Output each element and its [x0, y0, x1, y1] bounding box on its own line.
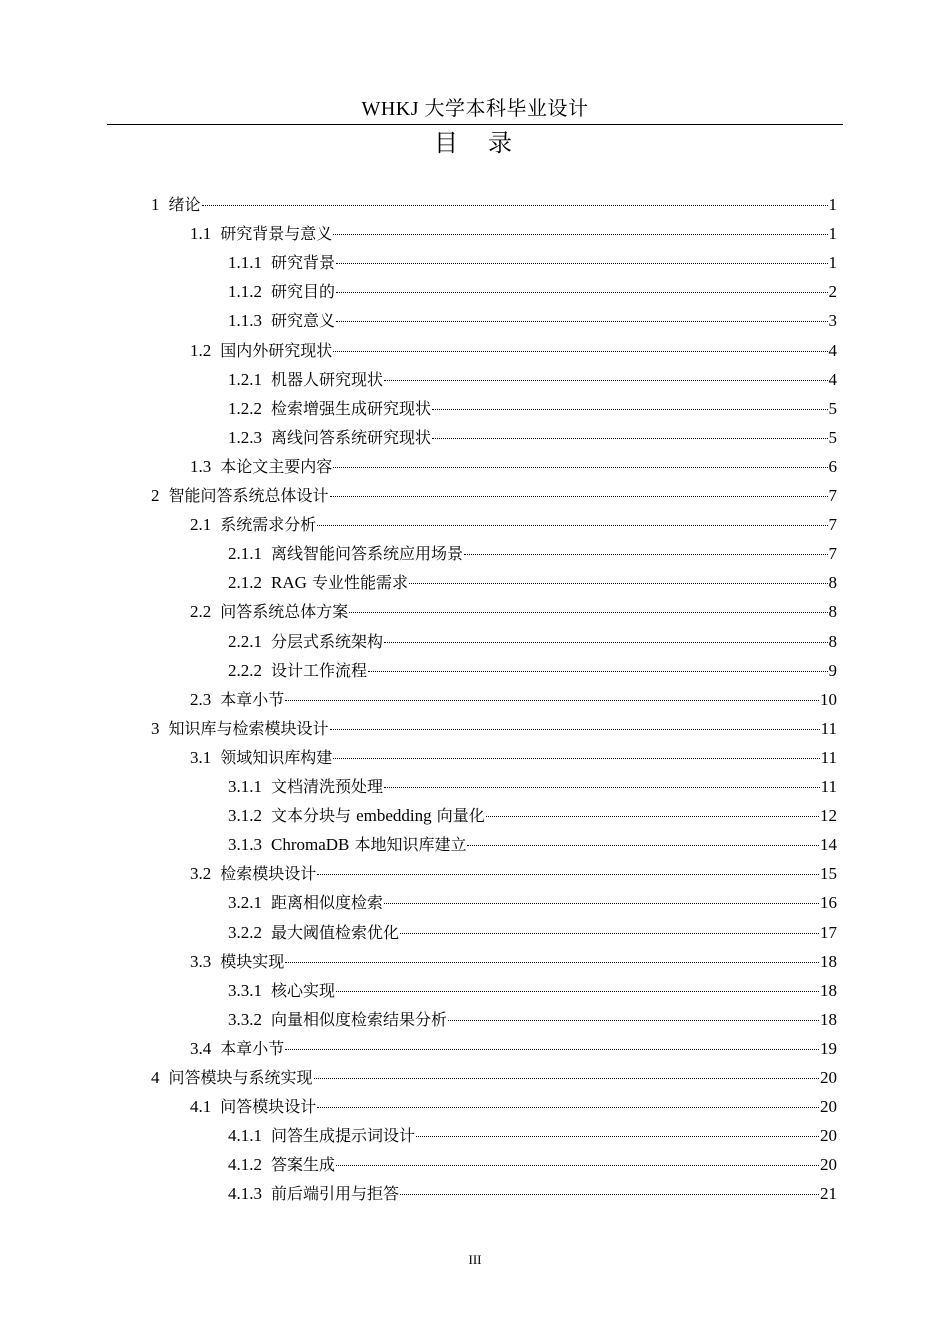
toc-leader-dots: [285, 1049, 819, 1050]
toc-entry-title: 文本分块与 embedding 向量化: [271, 806, 485, 826]
toc-entry-page: 15: [820, 864, 837, 884]
toc-entry-number: 1.1.3: [228, 311, 262, 331]
toc-leader-dots: [336, 263, 827, 264]
toc-entry-page: 18: [820, 980, 837, 1000]
toc-entry-page: 11: [820, 718, 837, 738]
toc-entry-title: 绪论: [168, 195, 201, 214]
toc-entry[interactable]: [228, 1179, 837, 1208]
toc-leader-dots: [409, 583, 828, 584]
toc-entry-number: 2.3: [190, 689, 212, 709]
toc-entry-title: 研究背景与意义: [220, 224, 333, 244]
toc-leader-dots: [336, 991, 819, 992]
toc-entry[interactable]: [228, 888, 837, 917]
toc-entry-title: 离线问答系统研究现状: [271, 427, 432, 447]
toc-leader-dots: [349, 612, 827, 613]
toc-entry-title: 前后端引用与拒答: [271, 1184, 400, 1204]
toc-entry-number: 4.1.1: [228, 1126, 262, 1146]
toc-leader-dots: [416, 1136, 819, 1137]
toc-entry[interactable]: [190, 452, 837, 481]
toc-entry-number: 3.1.3: [228, 835, 262, 855]
toc-entry-page: 21: [820, 1184, 837, 1204]
toc-entry[interactable]: [190, 510, 837, 539]
toc-entry-title: 本章小节: [220, 1038, 285, 1058]
toc-leader-dots: [333, 351, 827, 352]
toc-entry-number: 3.1: [190, 747, 212, 767]
toc-leader-dots: [467, 845, 819, 846]
toc-entry-number: 1.2.2: [228, 398, 262, 418]
toc-entry-number: 4.1.2: [228, 1155, 262, 1175]
toc-entry[interactable]: [228, 394, 837, 423]
toc-entry[interactable]: [190, 1092, 837, 1121]
toc-entry-title: 问答系统总体方案: [220, 602, 349, 622]
toc-entry-page: 7: [828, 515, 837, 535]
toc-entry[interactable]: [228, 976, 837, 1005]
toc-entry-title: 问答生成提示词设计: [271, 1126, 416, 1146]
toc-entry-number: 2.2: [190, 602, 212, 622]
toc-leader-dots: [384, 642, 827, 643]
toc-entry-title: 文档清洗预处理: [271, 777, 384, 796]
toc-leader-dots: [202, 205, 828, 206]
toc-entry[interactable]: [151, 481, 837, 510]
toc-entry-page: 18: [820, 951, 837, 971]
toc-entry-number: 3.3.1: [228, 980, 262, 1000]
toc-entry-title: 向量相似度检索结果分析: [271, 1009, 448, 1029]
toc-title-left: 目: [434, 129, 462, 157]
toc-entry-number: 3.2: [190, 864, 212, 884]
toc-entry[interactable]: [190, 743, 837, 772]
toc-entry-number: 1.2.3: [228, 427, 262, 447]
toc-entry-page: 8: [828, 573, 837, 593]
toc-title-right: 录: [488, 129, 516, 157]
toc-entry-page: 20: [820, 1155, 837, 1175]
toc-leader-dots: [432, 438, 827, 439]
toc-entry-number: 3.3.2: [228, 1009, 262, 1029]
page-header: [107, 96, 843, 125]
toc-leader-dots: [330, 729, 820, 730]
toc-entry-page: 20: [820, 1097, 837, 1117]
toc-entry-number: 2.1.1: [228, 544, 262, 564]
toc-entry-page: 20: [820, 1068, 837, 1087]
toc-entry-page: 17: [820, 922, 837, 942]
toc-entry[interactable]: [228, 365, 837, 394]
toc-entry-page: 1: [828, 224, 837, 244]
toc-leader-dots: [400, 1194, 819, 1195]
toc-entry-number: 3.3: [190, 951, 212, 971]
toc-leader-dots: [285, 962, 819, 963]
page-number: III: [468, 1252, 482, 1267]
toc-entry-number: 1.2.1: [228, 369, 262, 389]
toc-leader-dots: [384, 787, 820, 788]
toc-entry-page: 14: [820, 835, 837, 855]
toc-leader-dots: [333, 467, 827, 468]
toc-entry-page: 12: [820, 806, 837, 826]
toc-entry-page: 9: [828, 660, 837, 680]
toc-entry-number: 3.2.2: [228, 922, 262, 942]
toc-entry-title: ChromaDB 本地知识库建立: [271, 835, 467, 855]
toc-leader-dots: [432, 409, 827, 410]
toc-entry[interactable]: [228, 918, 837, 947]
toc-entry-page: 6: [828, 456, 837, 476]
toc-entry-title: 研究目的: [271, 282, 336, 302]
toc-entry-page: 3: [828, 311, 837, 331]
toc-entry[interactable]: [228, 306, 837, 335]
toc-entry-title: 领域知识库构建: [220, 747, 333, 767]
toc-leader-dots: [333, 234, 827, 235]
toc-entry-title: 最大阈值检索优化: [271, 922, 400, 942]
toc-entry-number: 1: [151, 195, 160, 214]
toc-entry-number: 3.1.2: [228, 806, 262, 826]
toc-entry[interactable]: [228, 568, 837, 597]
toc-entry-number: 3.2.1: [228, 893, 262, 913]
toc-entry-title: 系统需求分析: [220, 515, 317, 535]
toc-entry-number: 2.1.2: [228, 573, 262, 593]
toc-entry-title: 离线智能问答系统应用场景: [271, 544, 464, 564]
toc-entry[interactable]: [190, 685, 837, 714]
toc-entry-title: 核心实现: [271, 980, 336, 1000]
toc-entry-page: 20: [820, 1126, 837, 1146]
header-title: WHKJ 大学本科毕业设计: [361, 98, 589, 120]
toc-entry-title: 研究意义: [271, 311, 336, 331]
toc-entry-page: 5: [828, 398, 837, 418]
toc-entry-number: 2.2.1: [228, 631, 262, 651]
page-footer: [0, 1252, 950, 1268]
toc-entry-title: 检索增强生成研究现状: [271, 398, 432, 418]
toc-entry[interactable]: [190, 336, 837, 365]
toc-entry-page: 4: [828, 340, 837, 360]
toc-entry-number: 4.1: [190, 1097, 212, 1117]
toc-entry-page: 1: [828, 195, 837, 214]
toc-leader-dots: [368, 671, 827, 672]
toc-entry-page: 7: [828, 544, 837, 564]
toc-entry[interactable]: [190, 947, 837, 976]
toc-entry-number: 4: [151, 1068, 160, 1087]
toc-entry[interactable]: [228, 1121, 837, 1150]
toc-entry[interactable]: [190, 859, 837, 888]
toc-leader-dots: [314, 1078, 819, 1079]
toc-leader-dots: [317, 1107, 819, 1108]
toc-entry-page: 7: [828, 486, 837, 505]
toc-entry-number: 1.2: [190, 340, 212, 360]
toc-leader-dots: [336, 1165, 819, 1166]
toc-entry-page: 19: [820, 1038, 837, 1058]
toc-entry-number: 3.1.1: [228, 777, 262, 796]
toc-entry[interactable]: [228, 801, 837, 830]
toc-entry[interactable]: [151, 190, 837, 219]
toc-entry[interactable]: [228, 627, 837, 656]
toc-entry[interactable]: [228, 830, 837, 859]
toc-entry-title: 模块实现: [220, 951, 285, 971]
toc-entry-page: 18: [820, 1009, 837, 1029]
toc-entry[interactable]: [228, 1150, 837, 1179]
toc-entry[interactable]: [228, 1005, 837, 1034]
toc-leader-dots: [486, 816, 819, 817]
toc-entry-title: 国内外研究现状: [220, 340, 333, 360]
toc-leader-dots: [384, 380, 827, 381]
toc-entry-number: 1.3: [190, 456, 212, 476]
toc-entry-page: 5: [828, 427, 837, 447]
toc-entry-title: 检索模块设计: [220, 864, 317, 884]
toc-entry[interactable]: [228, 772, 837, 801]
toc-entry-number: 2.1: [190, 515, 212, 535]
toc-entry-title: RAG 专业性能需求: [271, 573, 408, 593]
toc-entry[interactable]: [228, 539, 837, 568]
toc-entry-page: 11: [820, 777, 837, 796]
toc-entry[interactable]: [228, 656, 837, 685]
toc-leader-dots: [400, 933, 819, 934]
toc-entry-page: 1: [828, 253, 837, 273]
toc-leader-dots: [336, 292, 827, 293]
toc-entry-title: 问答模块与系统实现: [168, 1068, 313, 1087]
toc-leader-dots: [317, 874, 819, 875]
toc-entry-title: 机器人研究现状: [271, 369, 384, 389]
toc-entry-number: 1.1.1: [228, 253, 262, 273]
toc-entry-page: 8: [828, 631, 837, 651]
toc-entry[interactable]: [190, 219, 837, 248]
toc-entry-number: 1.1: [190, 224, 212, 244]
toc-entry-page: 2: [828, 282, 837, 302]
toc-leader-dots: [317, 525, 827, 526]
toc-entry-title: 知识库与检索模块设计: [168, 718, 329, 738]
toc-leader-dots: [464, 554, 827, 555]
toc-leader-dots: [384, 903, 819, 904]
toc-entry-title: 本论文主要内容: [220, 456, 333, 476]
toc-entry[interactable]: [151, 714, 837, 743]
toc-entry-page: 11: [820, 747, 837, 767]
toc-entry-title: 答案生成: [271, 1155, 336, 1175]
toc-entry-page: 8: [828, 602, 837, 622]
toc-entry-title: 分层式系统架构: [271, 631, 384, 651]
toc-entry-page: 10: [820, 689, 837, 709]
toc-entry-page: 16: [820, 893, 837, 913]
toc-leader-dots: [285, 700, 819, 701]
toc-entry-page: 4: [828, 369, 837, 389]
toc-leader-dots: [336, 321, 827, 322]
toc-entry[interactable]: [151, 1063, 837, 1092]
toc-entry-title: 智能问答系统总体设计: [168, 486, 329, 505]
toc-leader-dots: [448, 1020, 819, 1021]
toc-entry[interactable]: [190, 1034, 837, 1063]
toc-entry-title: 设计工作流程: [271, 660, 368, 680]
toc-entry-number: 3.4: [190, 1038, 212, 1058]
toc-entry-number: 2: [151, 486, 160, 505]
toc-entry-title: 距离相似度检索: [271, 893, 384, 913]
toc-entry[interactable]: [228, 277, 837, 306]
toc-title: [0, 128, 950, 158]
toc-entry-number: 2.2.2: [228, 660, 262, 680]
toc-entry-number: 1.1.2: [228, 282, 262, 302]
toc-entry[interactable]: [228, 248, 837, 277]
toc-entry-title: 研究背景: [271, 253, 336, 273]
toc-leader-dots: [333, 758, 819, 759]
toc-entry[interactable]: [190, 597, 837, 626]
toc-entry[interactable]: [228, 423, 837, 452]
toc-leader-dots: [330, 496, 828, 497]
toc-entry-number: 3: [151, 718, 160, 738]
toc-entry-title: 问答模块设计: [220, 1097, 317, 1117]
toc-entry-title: 本章小节: [220, 689, 285, 709]
toc-entry-number: 4.1.3: [228, 1184, 262, 1204]
